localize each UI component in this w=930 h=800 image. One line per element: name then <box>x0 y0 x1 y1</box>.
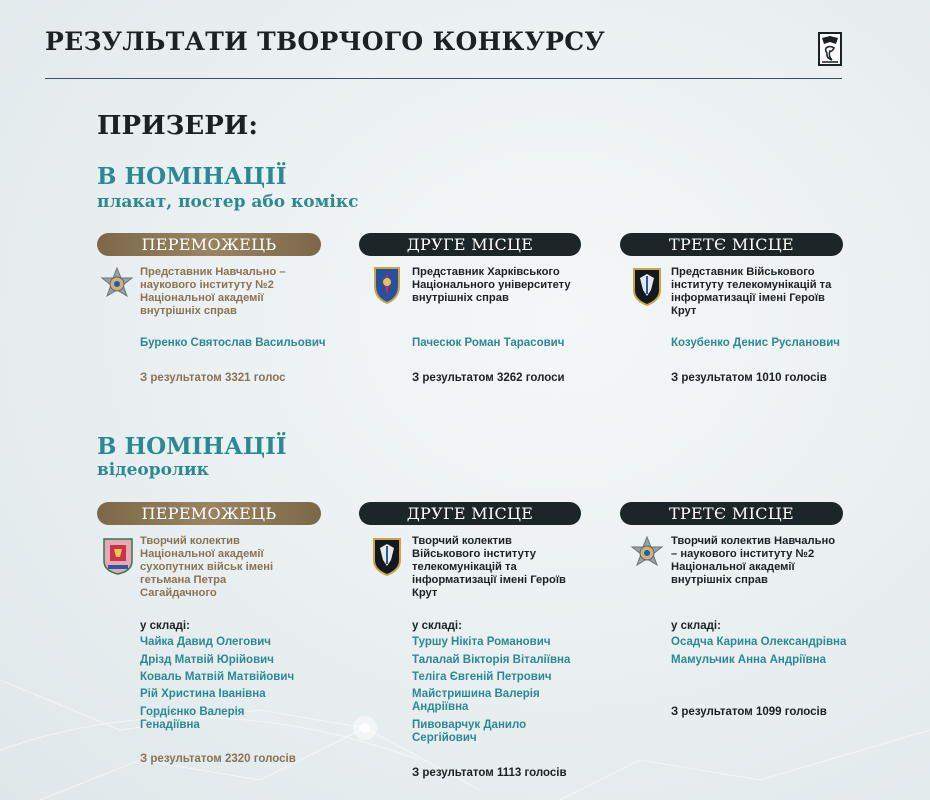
land-forces-academy-emblem-icon <box>100 535 136 575</box>
team-member: Мамульчик Анна Андріївна <box>671 654 826 666</box>
military-telecom-shield-icon <box>629 266 665 306</box>
institution-text: Представник Харківського Національного університету внутрішніх справ <box>412 266 571 304</box>
police-star-emblem-icon <box>99 266 135 306</box>
composition-label: у складі: <box>140 620 190 632</box>
title-divider <box>45 78 842 79</box>
vote-result: З результатом 1010 голосів <box>671 372 827 384</box>
team-member: Туршу Нікіта Романович <box>412 636 551 648</box>
institution-text: Творчий колектив Військового інституту телекомунікацій та інформатизації імені Героїв Крут <box>412 535 566 599</box>
institute-logo-icon <box>818 32 842 66</box>
team-member: Гордієнко Валерія Генадіївна <box>140 706 245 731</box>
winner-badge: ПЕРЕМОЖЕЦЬ <box>97 502 321 525</box>
institution-text: Творчий колектив Навчально – наукового інституту №2 Національної академії внутрішніх справ <box>671 535 836 586</box>
nomination-2-heading: В НОМІНАЦІЇ <box>97 433 287 460</box>
nomination-2-subtitle: відеоролик <box>97 460 209 480</box>
composition-label: у складі: <box>671 620 721 632</box>
institution-text: Творчий колектив Національної академії сухопутних військ імені гетьмана Петра Сагайдачного <box>140 535 274 599</box>
third-place-person-name: Козубенко Денис Русланович <box>671 337 840 349</box>
institution-text: Представник Навчально – наукового інституту №2 Національної академії внутрішніх справ <box>140 266 286 317</box>
winner-badge: ПЕРЕМОЖЕЦЬ <box>97 233 321 256</box>
police-star-emblem-icon <box>629 535 665 575</box>
team-member: Пивоварчук Данило Сергійович <box>412 719 527 744</box>
nomination-1-subtitle: плакат, постер або комікс <box>97 192 359 212</box>
page-title: РЕЗУЛЬТАТИ ТВОРЧОГО КОНКУРСУ <box>45 27 606 56</box>
institution-text: Представник Військового інституту телекомунікацій та інформатизації імені Героїв Крут <box>671 266 832 317</box>
team-member: Чайка Давид Олегович <box>140 636 271 648</box>
military-telecom-shield-icon <box>369 536 405 576</box>
second-place-person-name: Пачесюк Роман Тарасович <box>412 337 565 349</box>
vote-result: З результатом 1113 голосів <box>412 767 567 779</box>
vote-result: З результатом 3262 голоси <box>412 372 565 384</box>
winner-person-name: Буренко Святослав Васильович <box>140 337 326 349</box>
vote-result: З результатом 3321 голос <box>140 372 286 384</box>
team-member: Теліга Євгеній Петрович <box>412 671 552 683</box>
team-member: Дрізд Матвій Юрійович <box>140 654 274 666</box>
team-member: Коваль Матвій Матвійович <box>140 671 295 683</box>
third-place-badge: ТРЕТЄ МІСЦЕ <box>620 233 843 256</box>
nomination-1-heading: В НОМІНАЦІЇ <box>97 163 287 190</box>
kharkiv-university-shield-icon <box>369 264 405 304</box>
vote-result: З результатом 1099 голосів <box>671 706 827 718</box>
team-member: Осадча Карина Олександрівна <box>671 636 847 648</box>
vote-result: З результатом 2320 голосів <box>140 753 296 765</box>
section-title: ПРИЗЕРИ: <box>97 111 258 141</box>
second-place-badge: ДРУГЕ МІСЦЕ <box>359 502 581 525</box>
team-member: Майстришина Валерія Андріївна <box>412 688 540 713</box>
third-place-badge: ТРЕТЄ МІСЦЕ <box>620 502 843 525</box>
team-member: Рій Христина Іванівна <box>140 688 266 700</box>
second-place-badge: ДРУГЕ МІСЦЕ <box>359 233 581 256</box>
composition-label: у складі: <box>412 620 462 632</box>
team-member: Талалай Вікторія Віталіївна <box>412 654 571 666</box>
